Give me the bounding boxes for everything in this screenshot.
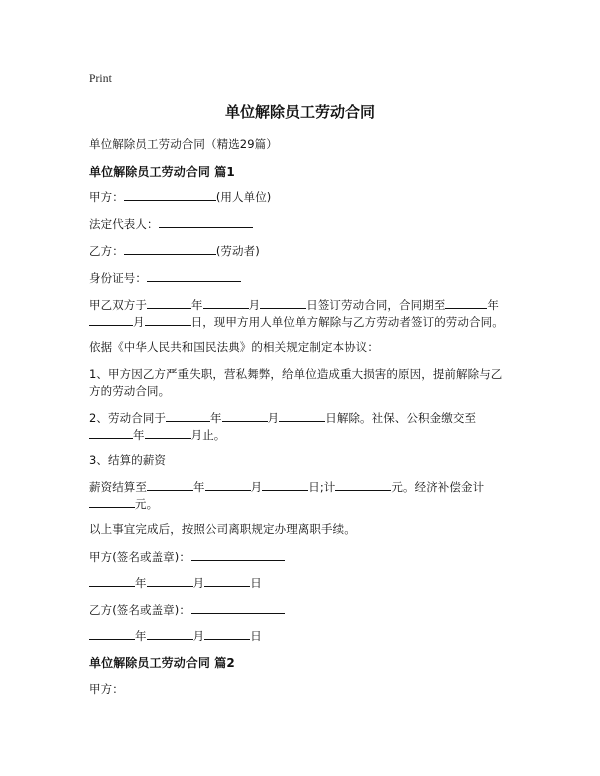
sign-a-blank	[191, 549, 285, 561]
salary-line-2	[89, 496, 158, 511]
sign-a-line	[89, 549, 285, 564]
id-blank	[147, 270, 241, 282]
salary-prefix: 薪资结算至	[89, 480, 147, 494]
sign-b-date	[89, 628, 262, 643]
blank	[204, 628, 250, 640]
blank	[147, 479, 193, 491]
sign-b-label: 乙方(签名或盖章)：	[89, 603, 191, 617]
month-unit: 月	[248, 298, 261, 312]
legal-rep-label: 法定代表人：	[89, 217, 159, 231]
id-label: 身份证号：	[89, 271, 147, 285]
signed-mid: 日签订劳动合同，合同期至	[306, 298, 446, 312]
blank	[260, 297, 306, 309]
clause-2-prefix: 2、劳动合同于	[89, 411, 167, 425]
month-unit: 月	[192, 629, 205, 643]
blank	[205, 479, 251, 491]
salary-end: 元。	[135, 497, 159, 511]
month-unit: 月	[267, 411, 280, 425]
year-unit: 年	[135, 629, 147, 643]
month-unit: 月	[250, 480, 263, 494]
year-unit: 年	[135, 576, 147, 590]
basis-text: 依据《中华人民共和国民法典》的相关规定制定本协议：	[89, 340, 379, 354]
year-unit: 年	[487, 298, 500, 312]
blank	[145, 427, 191, 439]
blank	[445, 297, 487, 309]
month-unit: 月	[192, 576, 205, 590]
document-title: 单位解除员工劳动合同	[224, 103, 375, 121]
clause-2-mid: 日解除。社保、公积金缴交至	[325, 411, 477, 425]
legal-rep-blank	[159, 216, 253, 228]
sign-b-line	[89, 602, 285, 617]
salary-mid: 日;计	[308, 480, 336, 494]
blank	[89, 427, 133, 439]
procedures-text: 以上事宜完成后，按照公司离职规定办理离职手续。	[89, 522, 356, 536]
clause-1-line-2: 方的劳动合同。	[89, 384, 171, 398]
party-b-label: 乙方：	[89, 244, 124, 258]
blank	[222, 410, 268, 422]
salary-line-1	[89, 479, 484, 494]
blank	[335, 479, 391, 491]
blank	[166, 410, 210, 422]
legal-rep-line	[89, 216, 253, 231]
blank	[89, 314, 133, 326]
year-unit: 年	[191, 298, 203, 312]
id-line	[89, 270, 241, 285]
clause-1-line-1: 1、甲方因乙方严重失职，营私舞弊，给单位造成重大损害的原因，提前解除与乙	[89, 367, 503, 381]
year-unit: 年	[210, 411, 222, 425]
month-unit: 月	[133, 315, 145, 329]
clause-2-line-2	[89, 427, 225, 442]
signed-end: 日，现甲方用人单位单方解除与乙方劳动者签订的劳动合同。	[190, 315, 504, 329]
signed-line-2	[89, 314, 504, 329]
blank	[203, 297, 249, 309]
blank	[89, 496, 135, 508]
party-b-note: (劳动者)	[215, 244, 260, 258]
clause-3: 3、结算的薪资	[89, 453, 167, 467]
party-a-label-2: 甲方：	[89, 682, 124, 696]
blank	[204, 575, 250, 587]
clause-2-end: 月止。	[190, 428, 226, 442]
blank	[89, 628, 135, 640]
signed-line-1	[89, 297, 499, 312]
subtitle: 单位解除员工劳动合同（精选29篇）	[89, 137, 278, 151]
section-heading-1: 单位解除员工劳动合同 篇1	[89, 165, 235, 179]
blank	[145, 314, 191, 326]
blank	[279, 410, 325, 422]
clause-2-line-1	[89, 410, 476, 425]
sign-a-label: 甲方(签名或盖章)：	[89, 550, 191, 564]
day-unit: 日	[250, 629, 262, 643]
party-b-line	[89, 243, 260, 258]
blank	[147, 575, 193, 587]
year-unit: 年	[133, 428, 145, 442]
sign-b-blank	[191, 602, 285, 614]
party-a-note: (用人单位)	[215, 190, 272, 204]
salary-mid-2: 元。经济补偿金计	[391, 480, 485, 494]
blank	[147, 628, 193, 640]
day-unit: 日	[250, 576, 262, 590]
sign-a-date	[89, 575, 262, 590]
party-a-blank	[124, 189, 216, 201]
year-unit: 年	[193, 480, 205, 494]
party-a-label: 甲方：	[89, 190, 124, 204]
blank	[89, 575, 135, 587]
blank	[262, 479, 308, 491]
party-a-line	[89, 189, 271, 204]
print-label: Print	[89, 73, 112, 85]
blank	[147, 297, 191, 309]
party-b-blank	[124, 243, 216, 255]
section-heading-2: 单位解除员工劳动合同 篇2	[89, 656, 235, 670]
signed-prefix: 甲乙双方于	[89, 298, 147, 312]
